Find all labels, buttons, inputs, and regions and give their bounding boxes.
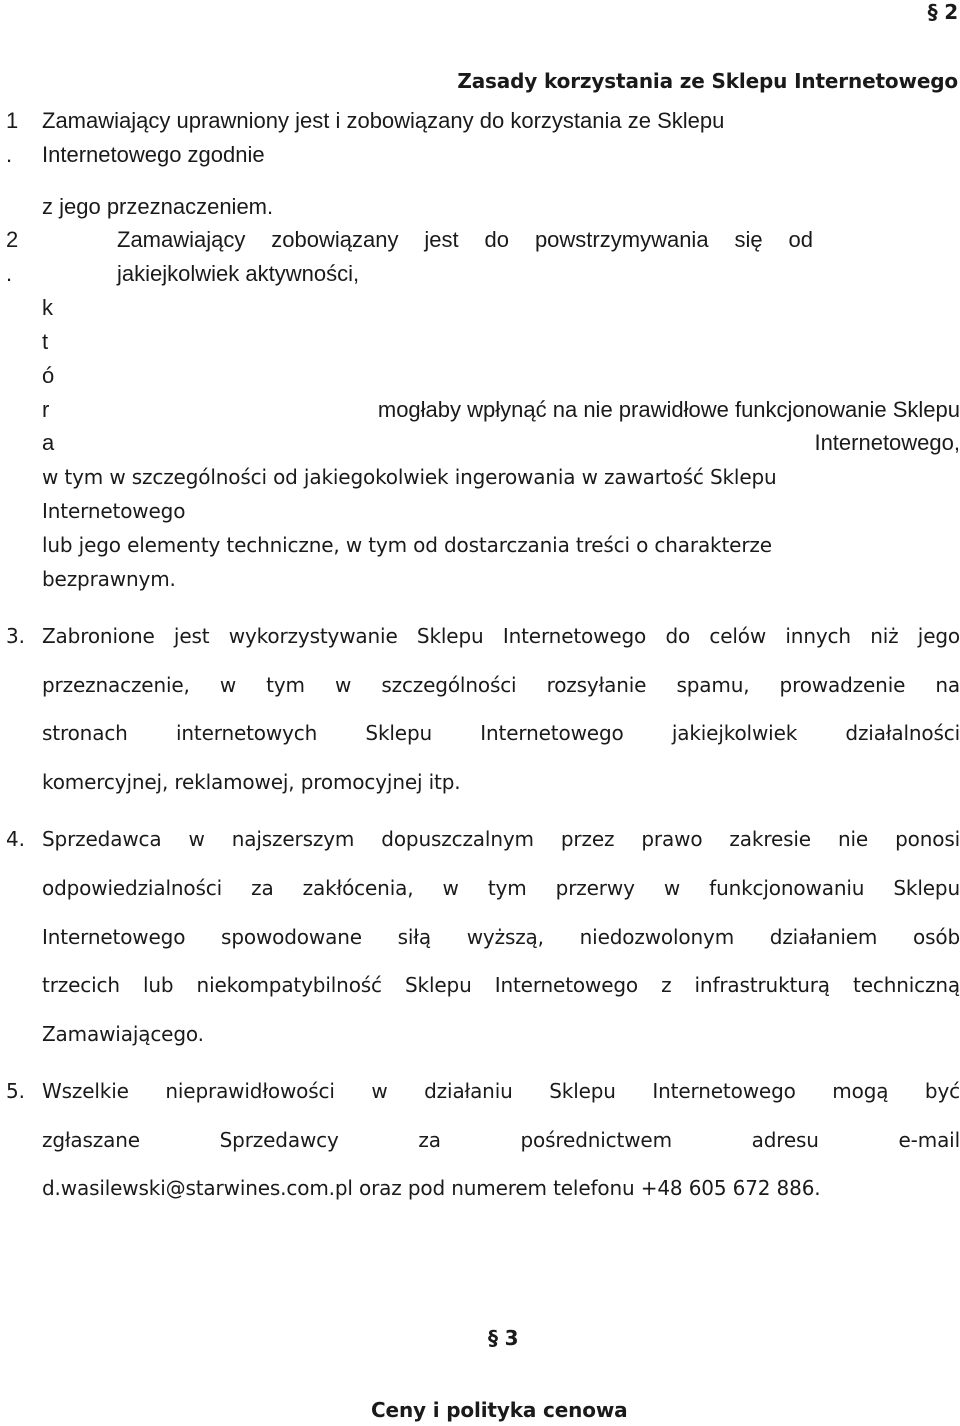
item-2-line-lub: lub jego elementy techniczne, w tym od dostarczania treści o charakterze xyxy=(42,533,772,557)
item-2-vertical-letter-t: t xyxy=(42,329,49,354)
item-2-line-w-tym: w tym w szczególności od jakiegokolwiek ingerowania w zawartość Sklepu xyxy=(42,465,777,489)
item-2-line-internetowego: Internetowego, xyxy=(814,430,960,455)
item-5-number: 5. xyxy=(6,1079,25,1103)
item-4-line-2: odpowiedzialności za zakłócenia, w tym przerwy w funkcjonowaniu Sklepu xyxy=(42,876,960,900)
item-2-line-internetowego-2: Internetowego xyxy=(42,499,186,523)
item-2-vertical-letter-k: k xyxy=(42,295,53,320)
item-1-line-1: Zamawiający uprawniony jest i zobowiązany do korzystania ze Sklepu xyxy=(42,108,725,133)
item-2-line-2: jakiejkolwiek aktywności, xyxy=(117,261,360,286)
item-1-line-2: Internetowego zgodnie xyxy=(42,142,265,167)
item-5-line-2: zgłaszane Sprzedawcy za pośrednictwem adresu e-mail xyxy=(42,1128,960,1152)
item-4-line-3: Internetowego spowodowane siłą wyższą, niedozwolonym działaniem osób xyxy=(42,925,960,949)
item-2-line-mogłaby: mogłaby wpłynąć na nie prawidłowe funkcjonowanie Sklepu xyxy=(377,397,960,422)
item-2-vertical-letter-o: ó xyxy=(42,363,55,388)
item-2-line-bezprawnym: bezprawnym. xyxy=(42,567,176,591)
item-4-number: 4. xyxy=(6,827,25,851)
item-2-line-1: Zamawiający zobowiązany jest do powstrzymywania się od xyxy=(117,227,813,252)
item-1-number: 1 xyxy=(6,108,19,133)
item-3-line-3: stronach internetowych Sklepu Internetowego jakiejkolwiek działalności xyxy=(42,721,960,745)
item-4-line-1: Sprzedawca w najszerszym dopuszczalnym przez prawo zakresie nie ponosi xyxy=(42,827,960,851)
item-4-line-5: Zamawiającego. xyxy=(42,1022,204,1046)
item-1-line-3: z jego przeznaczeniem. xyxy=(42,194,274,219)
item-1-number-dot: . xyxy=(6,142,13,167)
section-2-number: § 2 xyxy=(927,0,958,24)
item-3-line-2: przeznaczenie, w tym w szczególności rozsyłanie spamu, prowadzenie na xyxy=(42,673,960,697)
item-2-vertical-letter-a: a xyxy=(42,430,55,455)
item-4-line-4: trzecich lub niekompatybilność Sklepu Internetowego z infrastrukturą techniczną xyxy=(42,973,960,997)
item-2-vertical-letter-r: r xyxy=(42,397,50,422)
item-3-line-4: komercyjnej, reklamowej, promocyjnej itp. xyxy=(42,770,461,794)
item-3-number: 3. xyxy=(6,624,25,648)
section-2-title: Zasady korzystania ze Sklepu Internetowego xyxy=(457,69,958,93)
section-3-number: § 3 xyxy=(488,1326,519,1350)
item-5-line-1: Wszelkie nieprawidłowości w działaniu Sklepu Internetowego mogą być xyxy=(42,1079,960,1103)
item-3-line-1: Zabronione jest wykorzystywanie Sklepu Internetowego do celów innych niż jego xyxy=(42,624,960,648)
item-2-number-dot: . xyxy=(6,261,13,286)
item-5-line-3: d.wasilewski@starwines.com.pl oraz pod numerem telefonu +48 605 672 886. xyxy=(42,1176,821,1200)
section-3-title: Ceny i polityka cenowa xyxy=(371,1398,628,1422)
item-2-number: 2 xyxy=(6,227,19,252)
